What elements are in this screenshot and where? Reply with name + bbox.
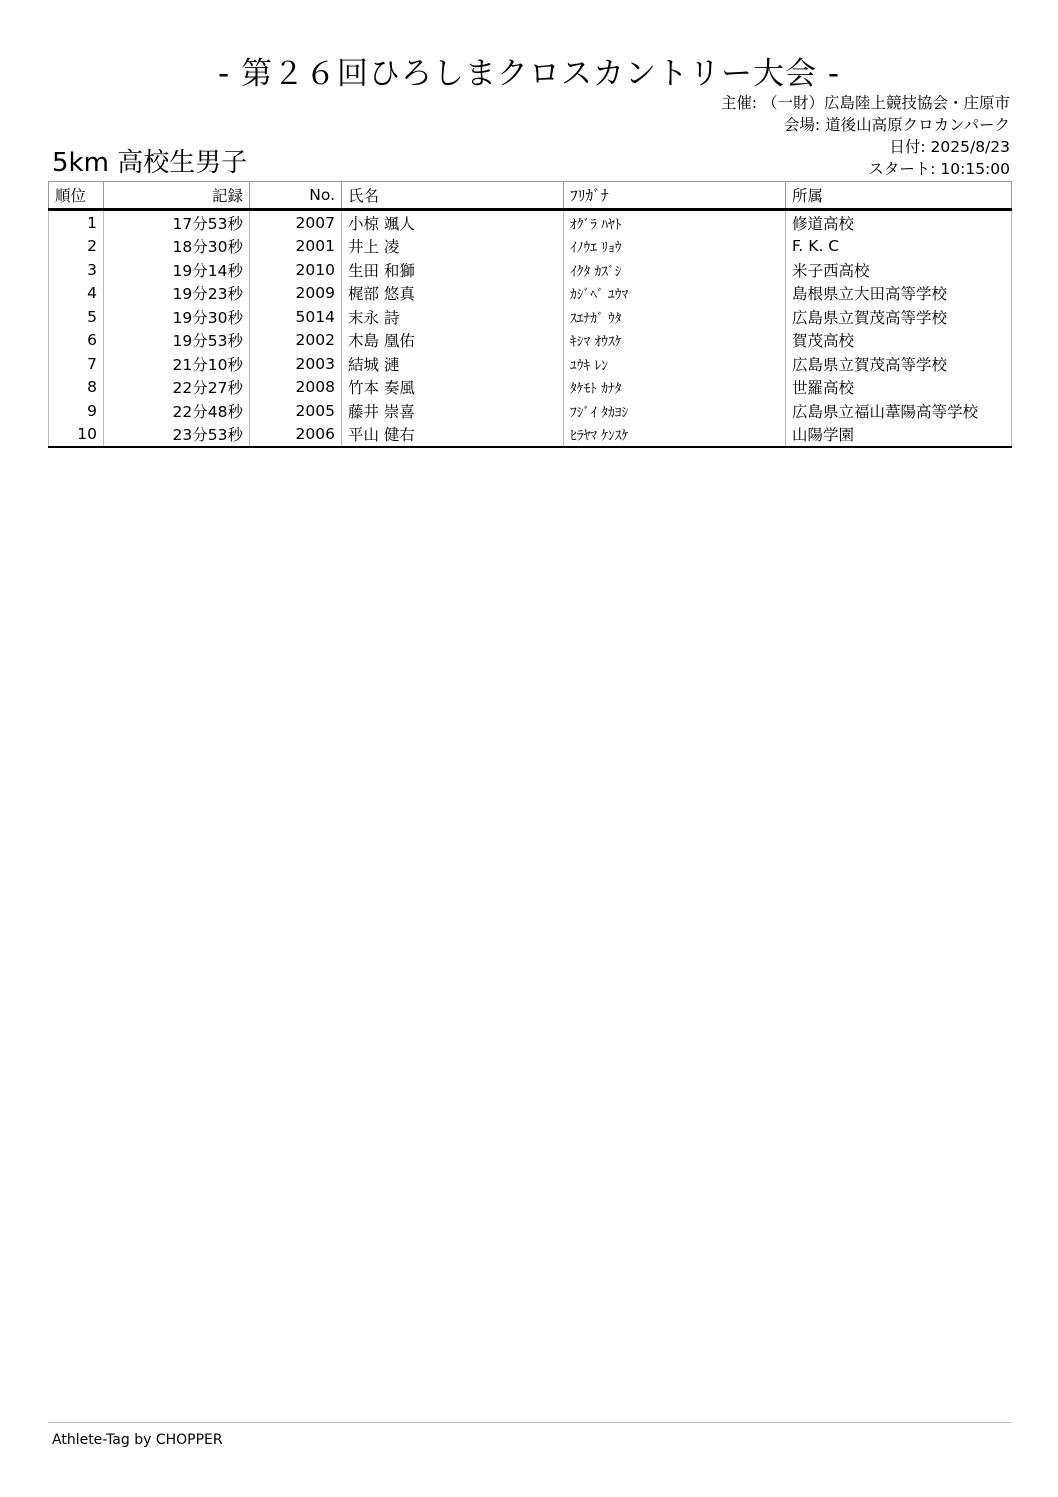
- cell-name: 梶部 悠真: [342, 282, 564, 306]
- cell-kana: ｲｸﾀ ｶｽﾞｼ: [564, 258, 786, 282]
- cell-no: 2005: [250, 399, 342, 423]
- cell-rank: 1: [49, 210, 104, 235]
- cell-team: 島根県立大田高等学校: [786, 282, 1012, 306]
- cell-name: 木島 凰佑: [342, 329, 564, 353]
- cell-kana: ﾌｼﾞｲ ﾀｶﾖｼ: [564, 399, 786, 423]
- cell-kana: ｶｼﾞﾍﾞ ﾕｳﾏ: [564, 282, 786, 306]
- cell-record: 21分10秒: [104, 352, 250, 376]
- cell-rank: 8: [49, 376, 104, 400]
- cell-name: 平山 健右: [342, 423, 564, 448]
- header-kana: ﾌﾘｶﾞﾅ: [564, 182, 786, 210]
- table-row: [49, 258, 1012, 282]
- cell-record: 19分14秒: [104, 258, 250, 282]
- cell-name: 生田 和獅: [342, 258, 564, 282]
- footer-credit: Athlete-Tag by CHOPPER: [52, 1432, 223, 1448]
- cell-no: 2002: [250, 329, 342, 353]
- page-title: - 第２６回ひろしまクロスカントリー大会 -: [217, 56, 841, 92]
- cell-rank: 2: [49, 235, 104, 259]
- cell-rank: 9: [49, 399, 104, 423]
- table-row: [49, 235, 1012, 259]
- results-table: [48, 181, 1012, 448]
- table-row: [49, 352, 1012, 376]
- cell-name: 竹本 奏風: [342, 376, 564, 400]
- footer-divider: [48, 1422, 1011, 1423]
- table-row: [49, 376, 1012, 400]
- cell-no: 2008: [250, 376, 342, 400]
- header-no: No.: [250, 182, 342, 210]
- cell-rank: 4: [49, 282, 104, 306]
- cell-name: 結城 漣: [342, 352, 564, 376]
- table-row: [49, 305, 1012, 329]
- cell-rank: 3: [49, 258, 104, 282]
- cell-no: 2006: [250, 423, 342, 448]
- header-rank: 順位: [49, 182, 104, 210]
- cell-name: 末永 詩: [342, 305, 564, 329]
- cell-kana: ｵｸﾞﾗ ﾊﾔﾄ: [564, 210, 786, 235]
- header-record: 記録: [104, 182, 250, 210]
- cell-team: F. K. C: [786, 235, 1012, 259]
- cell-record: 22分27秒: [104, 376, 250, 400]
- organizer-text: 主催: （一財）広島陸上競技協会・庄原市: [720, 94, 1010, 112]
- cell-team: 修道高校: [786, 210, 1012, 235]
- cell-kana: ﾕｳｷ ﾚﾝ: [564, 352, 786, 376]
- cell-name: 井上 凌: [342, 235, 564, 259]
- cell-no: 2003: [250, 352, 342, 376]
- cell-record: 19分23秒: [104, 282, 250, 306]
- table-row: [49, 210, 1012, 235]
- cell-no: 2007: [250, 210, 342, 235]
- cell-team: 賀茂高校: [786, 329, 1012, 353]
- cell-record: 18分30秒: [104, 235, 250, 259]
- table-row: [49, 399, 1012, 423]
- date-text: 日付: 2025/8/23: [889, 138, 1010, 156]
- cell-kana: ﾋﾗﾔﾏ ｹﾝｽｹ: [564, 423, 786, 448]
- cell-team: 世羅高校: [786, 376, 1012, 400]
- cell-team: 広島県立賀茂高等学校: [786, 352, 1012, 376]
- cell-name: 藤井 崇喜: [342, 399, 564, 423]
- cell-rank: 10: [49, 423, 104, 448]
- cell-record: 19分53秒: [104, 329, 250, 353]
- event-meta: [721, 92, 1010, 180]
- start-time-text: スタート: 10:15:00: [868, 160, 1010, 178]
- cell-no: 2010: [250, 258, 342, 282]
- cell-no: 2001: [250, 235, 342, 259]
- results-header-row: [49, 182, 1012, 210]
- cell-name: 小椋 颯人: [342, 210, 564, 235]
- cell-no: 5014: [250, 305, 342, 329]
- cell-record: 17分53秒: [104, 210, 250, 235]
- header-name: 氏名: [342, 182, 564, 210]
- cell-rank: 7: [49, 352, 104, 376]
- cell-team: 米子西高校: [786, 258, 1012, 282]
- table-row: [49, 329, 1012, 353]
- cell-record: 19分30秒: [104, 305, 250, 329]
- cell-kana: ｲﾉｳｴ ﾘｮｳ: [564, 235, 786, 259]
- cell-rank: 6: [49, 329, 104, 353]
- cell-record: 23分53秒: [104, 423, 250, 448]
- cell-team: 広島県立福山葦陽高等学校: [786, 399, 1012, 423]
- cell-team: 山陽学園: [786, 423, 1012, 448]
- cell-kana: ﾀｹﾓﾄ ｶﾅﾀ: [564, 376, 786, 400]
- table-row: [49, 282, 1012, 306]
- cell-no: 2009: [250, 282, 342, 306]
- cell-kana: ｷｼﾏ ｵｳｽｹ: [564, 329, 786, 353]
- table-row: [49, 423, 1012, 448]
- cell-record: 22分48秒: [104, 399, 250, 423]
- event-heading: 5km 高校生男子: [52, 148, 248, 178]
- venue-text: 会場: 道後山高原クロカンパーク: [783, 116, 1010, 134]
- cell-rank: 5: [49, 305, 104, 329]
- header-team: 所属: [786, 182, 1012, 210]
- cell-team: 広島県立賀茂高等学校: [786, 305, 1012, 329]
- cell-kana: ｽｴﾅｶﾞ ｳﾀ: [564, 305, 786, 329]
